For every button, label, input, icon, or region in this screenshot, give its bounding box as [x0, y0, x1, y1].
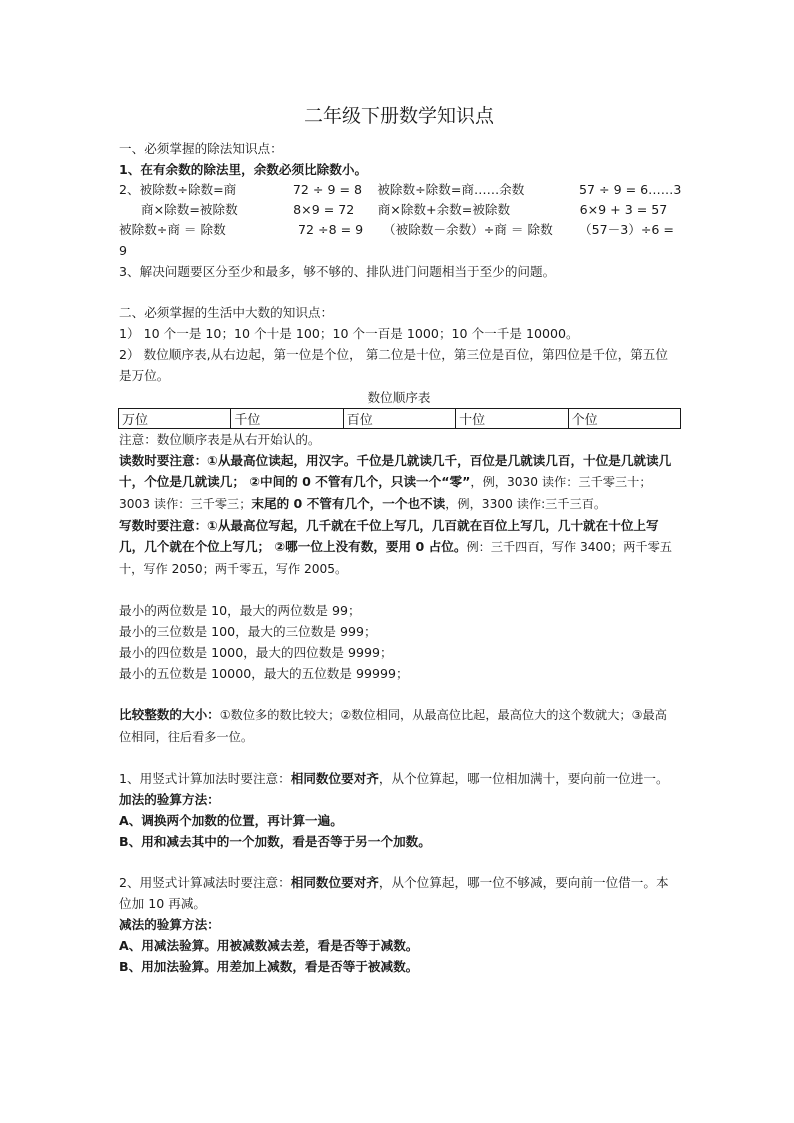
table-cell: 万位 [119, 409, 231, 429]
table-cell: 千位 [231, 409, 343, 429]
formula-text: 被除数÷除数=商……余数 [377, 182, 525, 197]
table-row [119, 409, 681, 429]
reading-label: 读数时要注意： [119, 453, 208, 468]
formula-text: 商×除数+余数=被除数 [377, 202, 511, 217]
place-value-table [118, 408, 681, 429]
paragraph: 1） 10 个一是 10；10 个十是 100；10 个一百是 1000；10 个一千是 10000。 [119, 326, 579, 341]
formula-example: 57 ÷ 9 = 6……3 [579, 182, 682, 197]
addition-check-title: 加法的验算方法： [119, 792, 220, 807]
table-caption: 数位顺序表 [367, 390, 431, 405]
reading-example: ，例，3030 读作：三千零三十；3003 读作：三千零三； [119, 475, 652, 511]
writing-bold: ①从最高位写起，几千就在千位上写几，几百就在百位上写几，几十就在十位上写几，几个就在个位上写几； ②哪一位上没有数，要用 0 占位。 [119, 518, 659, 554]
minmax-line: 最小的两位数是 10，最大的两位数是 99； [119, 603, 361, 618]
subtraction-rule [119, 872, 679, 914]
formula-example: 8×9 = 72 [293, 202, 355, 217]
addition-rule [119, 768, 679, 789]
writing-rules [119, 515, 679, 580]
formula-example: 72 ÷8 = 9 [298, 222, 364, 237]
addition-check-b: B、用和减去其中的一个加数，看是否等于另一个加数。 [119, 834, 431, 849]
subtraction-rest: ，从个位算起，哪一位不够减，要向前一位借一。本位加 10 再减。 [119, 875, 669, 911]
formula-row [119, 220, 679, 240]
minmax-line: 最小的五位数是 10000，最大的五位数是 99999； [119, 666, 409, 681]
formula-text: 被除数÷商 ＝ 除数 [119, 222, 226, 237]
formula-row [119, 200, 679, 220]
formula-text: （被除数－余数）÷商 ＝ 除数 [383, 222, 553, 237]
note: 注意：数位顺序表是从右开始认的。 [119, 432, 321, 447]
addition-bold: 相同数位要对齐 [290, 771, 379, 786]
table-cell: 十位 [456, 409, 568, 429]
formula-text: 2、被除数÷除数=商 [119, 182, 237, 197]
addition-check-a: A、调换两个加数的位置，再计算一遍。 [119, 813, 343, 828]
document-page [119, 104, 682, 977]
formula-example: 6×9 + 3 = 57 [579, 202, 668, 217]
minmax-line: 最小的四位数是 1000，最大的四位数是 9999； [119, 645, 393, 660]
writing-example: 例：三千四百，写作 3400；两千零五十，写作 2050；两千零五，写作 2005。 [119, 540, 672, 576]
formula-tail: 9 [119, 243, 128, 258]
formula-example: 72 ÷ 9 = 8 [292, 182, 363, 197]
formula-text: 商×除数=被除数 [141, 202, 238, 217]
table-cell: 百位 [343, 409, 455, 429]
minmax-line: 最小的三位数是 100，最大的三位数是 999； [119, 624, 377, 639]
paragraph: 2） 数位顺序表,从右边起，第一位是个位， 第二位是十位，第三位是百位，第四位是千位，第五位是万位。 [119, 347, 668, 383]
subtraction-intro: 2、用竖式计算减法时要注意： [119, 875, 291, 890]
section-heading: 二、必须掌握的生活中大数的知识点： [119, 305, 334, 320]
formula-example: （57－3）÷6 = [579, 222, 674, 237]
writing-label: 写数时要注意： [119, 518, 208, 533]
paragraph: 1、在有余数的除法里，余数必须比除数小。 [119, 162, 368, 177]
reading-rules [119, 450, 679, 515]
compare-rules [119, 704, 679, 748]
addition-intro: 1、用竖式计算加法时要注意： [119, 771, 291, 786]
reading-bold: ①从最高位读起，用汉字。千位是几就读几千，百位是几就读几百，十位是几就读几十，个位是几就读几； ②中间的 0 不管有几个，只读一个“零” [119, 453, 672, 489]
reading-example: ，例，3300 读作:三千三百。 [445, 497, 607, 511]
section-heading: 一、必须掌握的除法知识点： [119, 141, 283, 156]
compare-text: ①数位多的数比较大；②数位相同，从最高位比起，最高位大的这个数就大；③最高位相同，往后看多一位。 [119, 708, 667, 744]
subtraction-check-title: 减法的验算方法： [119, 917, 220, 932]
subtraction-check-b: B、用加法验算。用差加上减数，看是否等于被减数。 [119, 959, 419, 974]
page-title: 二年级下册数学知识点 [303, 105, 494, 127]
table-cell: 个位 [568, 409, 680, 429]
subtraction-bold: 相同数位要对齐 [290, 875, 379, 890]
paragraph: 3、解决问题要区分至少和最多，够不够的、排队进门问题相当于至少的问题。 [119, 264, 556, 279]
addition-rest: ，从个位算起，哪一位相加满十，要向前一位进一。 [378, 771, 669, 786]
formula-row [119, 180, 682, 200]
compare-label: 比较整数的大小： [119, 707, 220, 722]
reading-bold: 末尾的 0 不管有几个，一个也不读 [251, 496, 446, 511]
subtraction-check-a: A、用减法验算。用被减数减去差，看是否等于减数。 [119, 938, 419, 953]
